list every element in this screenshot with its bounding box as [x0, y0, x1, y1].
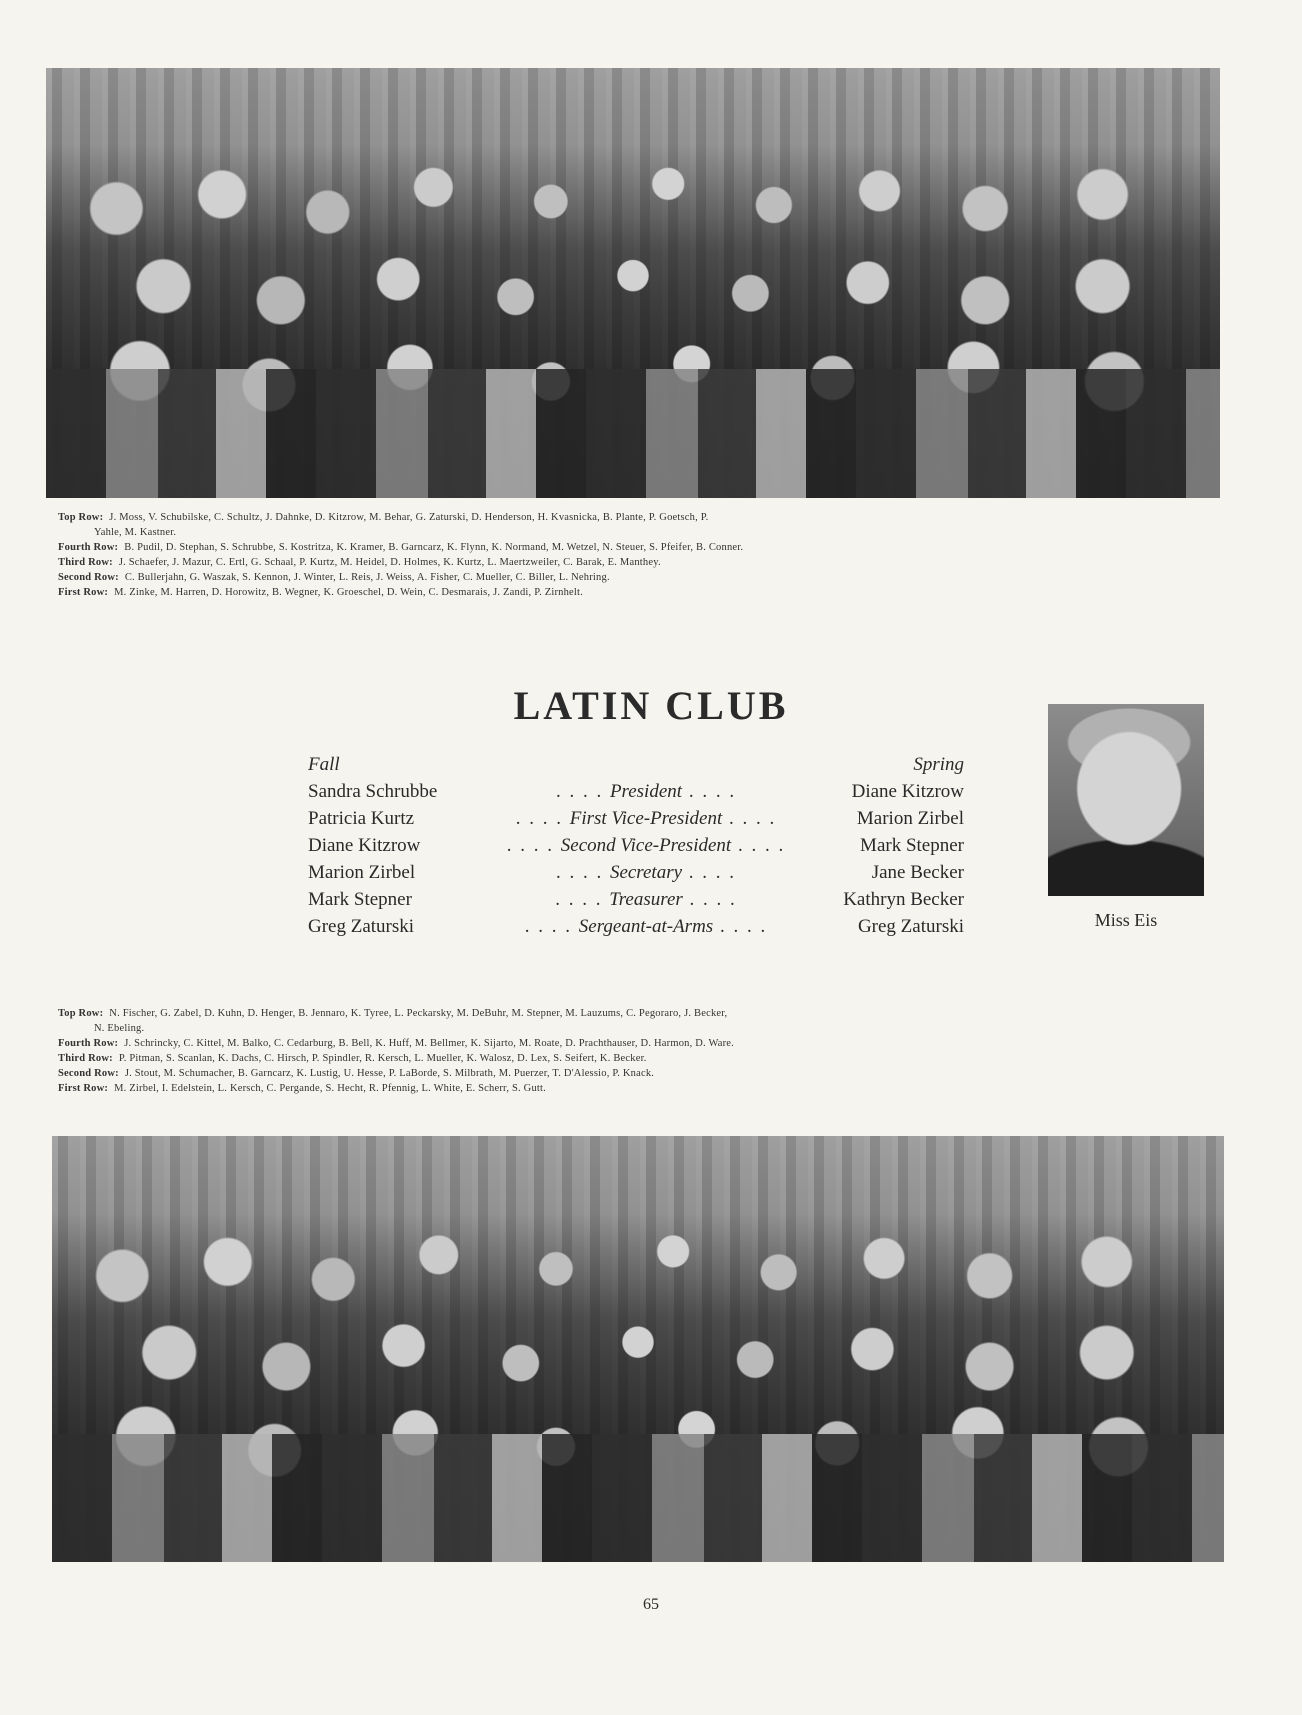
bottom-photo-caption: [58, 1006, 1218, 1096]
fall-officer: Greg Zaturski: [308, 916, 415, 937]
office-title: . . First Vice-President . .: [478, 808, 814, 830]
spring-officer: Greg Zaturski: [857, 916, 964, 937]
fall-officer: Sandra Schrubbe: [308, 781, 438, 802]
spring-officer: Mark Stepner: [860, 835, 964, 856]
top-group-photo: [46, 68, 1220, 498]
caption-row-names: M. Zirbel, I. Edelstein, L. Kersch, C. Pergande, S. Hecht, R. Pfennig, L. White, E. Scherr, S. Gutt.: [114, 1083, 546, 1094]
office-title: . . Secretary . .: [478, 862, 814, 884]
front-row: [46, 369, 1220, 498]
officer-row: [308, 916, 964, 943]
fall-officer: Diane Kitzrow: [308, 835, 421, 856]
office-title: . . Second Vice-President . .: [478, 835, 814, 857]
advisor-portrait: [1048, 704, 1204, 896]
caption-row-names: P. Pitman, S. Scanlan, K. Dachs, C. Hirsch, P. Spindler, R. Kersch, L. Mueller, K. Walosz, D. Lex, S. Seifert, K. Becker.: [118, 1053, 647, 1064]
spring-officer: Diane Kitzrow: [851, 781, 964, 802]
spring-heading: Spring: [913, 754, 964, 775]
club-title: LATIN CLUB: [513, 683, 789, 728]
spring-officer: Jane Becker: [871, 862, 964, 883]
caption-row-names: N. Fischer, G. Zabel, D. Kuhn, D. Henger, B. Jennaro, K. Tyree, L. Peckarsky, M. DeBuhr, M. Stepner, M. Lauzums, C. Pegoraro, J. Becker,: [109, 1008, 728, 1019]
caption-row-label: First Row:: [58, 1083, 109, 1094]
page-number: 65: [643, 1596, 659, 1613]
officer-row: [308, 808, 964, 835]
caption-row-names: C. Bullerjahn, G. Waszak, S. Kennon, J. Winter, L. Reis, J. Weiss, A. Fisher, C. Mueller, C. Biller, L. Nehring.: [124, 572, 610, 583]
caption-row-label: First Row:: [58, 587, 109, 598]
caption-row-continuation: N. Ebeling.: [94, 1023, 145, 1034]
caption-row-label: Top Row:: [58, 1008, 104, 1019]
officers-table: [308, 754, 964, 943]
fall-heading: Fall: [308, 754, 340, 775]
caption-row-label: Fourth Row:: [58, 1038, 119, 1049]
caption-row-names: M. Zinke, M. Harren, D. Horowitz, B. Wegner, K. Groeschel, D. Wein, C. Desmarais, J. Zandi, P. Zirnhelt.: [114, 587, 583, 598]
office-title: . . President . .: [478, 781, 814, 803]
caption-row-label: Top Row:: [58, 512, 104, 523]
caption-row-names: J. Schrincky, C. Kittel, M. Balko, C. Cedarburg, B. Bell, K. Huff, M. Bellmer, K. Sijarto, M. Roate, D. Prachthauser, D. Harmon, D. Ware.: [124, 1038, 734, 1049]
caption-row-names: J. Stout, M. Schumacher, B. Garncarz, K. Lustig, U. Hesse, P. LaBorde, S. Milbrath, M. Puerzer, T. D'Alessio, P. Knack.: [124, 1068, 655, 1079]
top-photo-caption: [58, 510, 1218, 600]
caption-row-continuation: Yahle, M. Kastner.: [94, 527, 177, 538]
caption-row-names: J. Moss, V. Schubilske, C. Schultz, J. Dahnke, D. Kitzrow, M. Behar, G. Zaturski, D. Henderson, H. Kvasnicka, B. Plante, P. Goetsch, P.: [109, 512, 709, 523]
office-title: . . Sergeant-at-Arms . .: [478, 916, 814, 938]
fall-officer: Mark Stepner: [308, 889, 412, 910]
caption-row-label: Fourth Row:: [58, 542, 119, 553]
caption-row-label: Third Row:: [58, 1053, 113, 1064]
caption-row-label: Second Row:: [58, 572, 119, 583]
caption-row-label: Second Row:: [58, 1068, 119, 1079]
officer-row: [308, 835, 964, 862]
caption-row-names: J. Schaefer, J. Mazur, C. Ertl, G. Schaal, P. Kurtz, M. Heidel, D. Holmes, K. Kurtz, L. Maertzweiler, C. Barak, E. Manthey.: [118, 557, 661, 568]
officer-row: [308, 862, 964, 889]
spring-officer: Kathryn Becker: [843, 889, 964, 910]
caption-row-names: B. Pudil, D. Stephan, S. Schrubbe, S. Kostritza, K. Kramer, B. Garncarz, K. Flynn, K. Normand, M. Wetzel, N. Steuer, S. Pfeifer, B. Conner.: [124, 542, 744, 553]
officers-headings: [308, 754, 964, 781]
officer-row: [308, 889, 964, 916]
bottom-group-photo: [52, 1136, 1224, 1562]
officer-row: [308, 781, 964, 808]
front-row: [52, 1434, 1224, 1562]
advisor-name: Miss Eis: [1094, 910, 1158, 930]
caption-row-label: Third Row:: [58, 557, 113, 568]
fall-officer: Patricia Kurtz: [308, 808, 415, 829]
spring-officer: Marion Zirbel: [856, 808, 964, 829]
office-title: . . Treasurer . .: [478, 889, 814, 911]
fall-officer: Marion Zirbel: [308, 862, 416, 883]
